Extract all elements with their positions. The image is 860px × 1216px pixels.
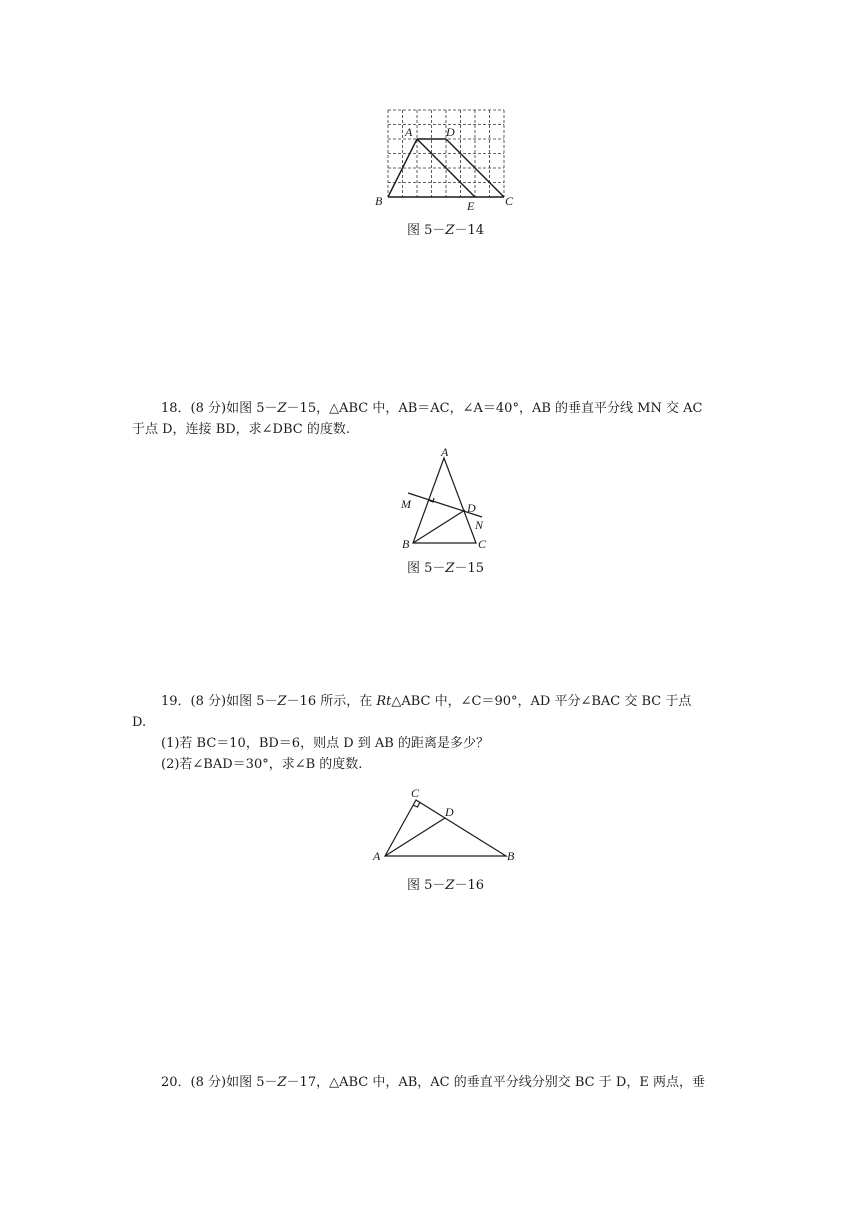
label-e: E (467, 199, 475, 213)
label-a: A (405, 125, 413, 139)
question-19-part-1: (1)若 BC＝10，BD＝6，则点 D 到 AB 的距离是多少？ (161, 736, 489, 751)
question-19-line-2: D. (132, 715, 147, 730)
label-n: N (475, 518, 484, 532)
figure-5-z-16 (370, 784, 520, 868)
question-20 (132, 1072, 705, 1093)
figure-caption-5-z-14: 图 5－Z－14 (407, 223, 484, 238)
label-d: D (467, 501, 476, 515)
label-b: B (375, 194, 383, 208)
label-a: A (441, 445, 449, 459)
question-19-line-1: 19．(8 分)如图 5－Z－16 所示，在 Rt△ABC 中，∠C＝90°，AD 平分∠BAC 交 BC 于点 (161, 694, 692, 709)
question-18-line-1: 18．(8 分)如图 5－Z－15，△ABC 中，AB＝AC，∠A＝40°，AB 的垂直平分线 MN 交 AC (161, 401, 703, 416)
label-c: C (505, 194, 514, 208)
dashed-grid (388, 110, 504, 197)
segment-bd (413, 510, 465, 543)
label-a: A (373, 849, 381, 863)
figure-5-z-14 (370, 104, 520, 214)
label-c: C (478, 537, 487, 551)
question-18 (132, 398, 702, 440)
label-d: D (446, 125, 455, 139)
figure-caption-5-z-16: 图 5－Z－16 (407, 878, 484, 893)
label-b: B (507, 849, 515, 863)
question-18-line-2: 于点 D，连接 BD，求∠DBC 的度数. (132, 422, 350, 437)
question-19 (132, 691, 691, 775)
segment-ad (385, 818, 445, 856)
question-19-part-2: (2)若∠BAD＝30°，求∠B 的度数. (161, 757, 363, 772)
label-c: C (411, 786, 420, 800)
question-20-line-1: 20．(8 分)如图 5－Z－17，△ABC 中，AB，AC 的垂直平分线分别交 BC 于 D，E 两点，垂 (161, 1075, 705, 1090)
label-b: B (402, 537, 410, 551)
figure-5-z-15 (398, 440, 498, 552)
figure-caption-5-z-15: 图 5－Z－15 (407, 561, 484, 576)
label-d: D (445, 805, 454, 819)
label-m: M (401, 497, 411, 511)
